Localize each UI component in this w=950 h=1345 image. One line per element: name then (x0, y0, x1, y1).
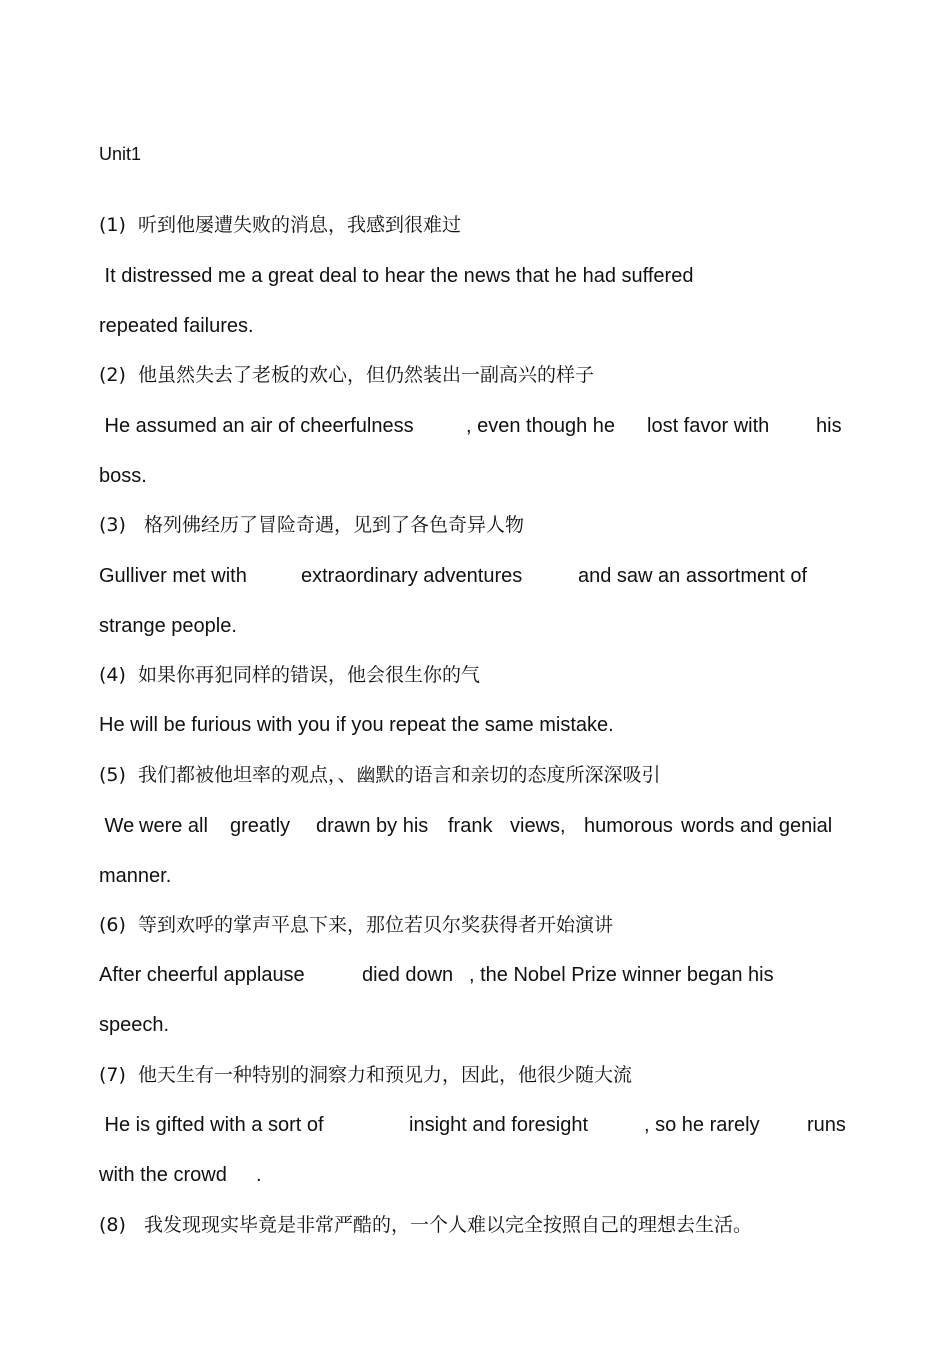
item-6-segment: , the Nobel Prize winner began his (469, 964, 774, 986)
item-5-segment: words and genial (681, 815, 833, 837)
item-2-english-line-1 (99, 414, 859, 438)
item-7-english-line-1 (99, 1113, 859, 1137)
item-5-segment: greatly (230, 815, 291, 837)
item-5-segment: views, (510, 815, 566, 837)
item-4-chinese: (4) 如果你再犯同样的错误，他会很生你的气 (99, 664, 480, 686)
item-3-segment: and saw an assortment of (578, 565, 808, 587)
item-2-chinese: (2) 他虽然失去了老板的欢心，但仍然装出一副高兴的样子 (99, 364, 594, 386)
item-6-segment: died down (362, 964, 454, 986)
item-2-segment: He assumed an air of cheerfulness (99, 415, 414, 437)
item-2-english-line-2: boss. (99, 465, 147, 487)
item-3-english-line-1 (99, 564, 829, 588)
item-1-english-line-2: repeated failures. (99, 315, 254, 337)
item-3-segment: extraordinary adventures (301, 565, 523, 587)
item-7-segment: He is gifted with a sort of (99, 1114, 324, 1136)
item-7-segment: . (256, 1164, 262, 1186)
item-6-english-line-1 (99, 963, 799, 987)
item-3-english-line-2: strange people. (99, 615, 237, 637)
item-1-english-line-1: It distressed me a great deal to hear the news that he had suffered (99, 265, 694, 287)
item-2-segment: his (816, 415, 842, 437)
unit-title: Unit1 (99, 144, 142, 164)
item-7-segment: with the crowd (99, 1164, 227, 1186)
item-7-chinese: (7) 他天生有一种特别的洞察力和预见力，因此，他很少随大流 (99, 1064, 632, 1086)
item-7-segment: , so he rarely (644, 1114, 760, 1136)
item-5-segment: frank (448, 815, 493, 837)
item-2-segment: lost favor with (647, 415, 770, 437)
item-3-segment: Gulliver met with (99, 565, 247, 587)
item-5-english-line-1 (99, 814, 849, 838)
item-6-segment: After cheerful applause (99, 964, 305, 986)
item-5-segment: humorous (584, 815, 673, 837)
item-6-english-line-2: speech. (99, 1014, 170, 1036)
item-7-segment: insight and foresight (409, 1114, 589, 1136)
item-3-chinese: (3) 格列佛经历了冒险奇遇，见到了各色奇异人物 (99, 514, 525, 536)
item-5-english-line-2: manner. (99, 865, 172, 887)
item-4-english-line-1: He will be furious with you if you repeat the same mistake. (99, 714, 614, 736)
item-5-segment: drawn by his (316, 815, 429, 837)
item-1-chinese: (1) 听到他屡遭失败的消息，我感到很难过 (99, 214, 461, 236)
item-5-chinese: (5) 我们都被他坦率的观点，、幽默的语言和亲切的态度所深深吸引 (99, 764, 661, 786)
item-5-segment: We (99, 815, 135, 837)
item-6-chinese: (6) 等到欢呼的掌声平息下来，那位若贝尔奖获得者开始演讲 (99, 914, 613, 936)
item-2-segment: , even though he (466, 415, 616, 437)
item-7-english-line-2 (99, 1163, 299, 1187)
item-7-segment: runs (807, 1114, 846, 1136)
item-5-segment: were all (139, 815, 208, 837)
item-8-chinese: (8) 我发现现实毕竟是非常严酷的，一个人难以完全按照自己的理想去生活。 (99, 1214, 753, 1236)
